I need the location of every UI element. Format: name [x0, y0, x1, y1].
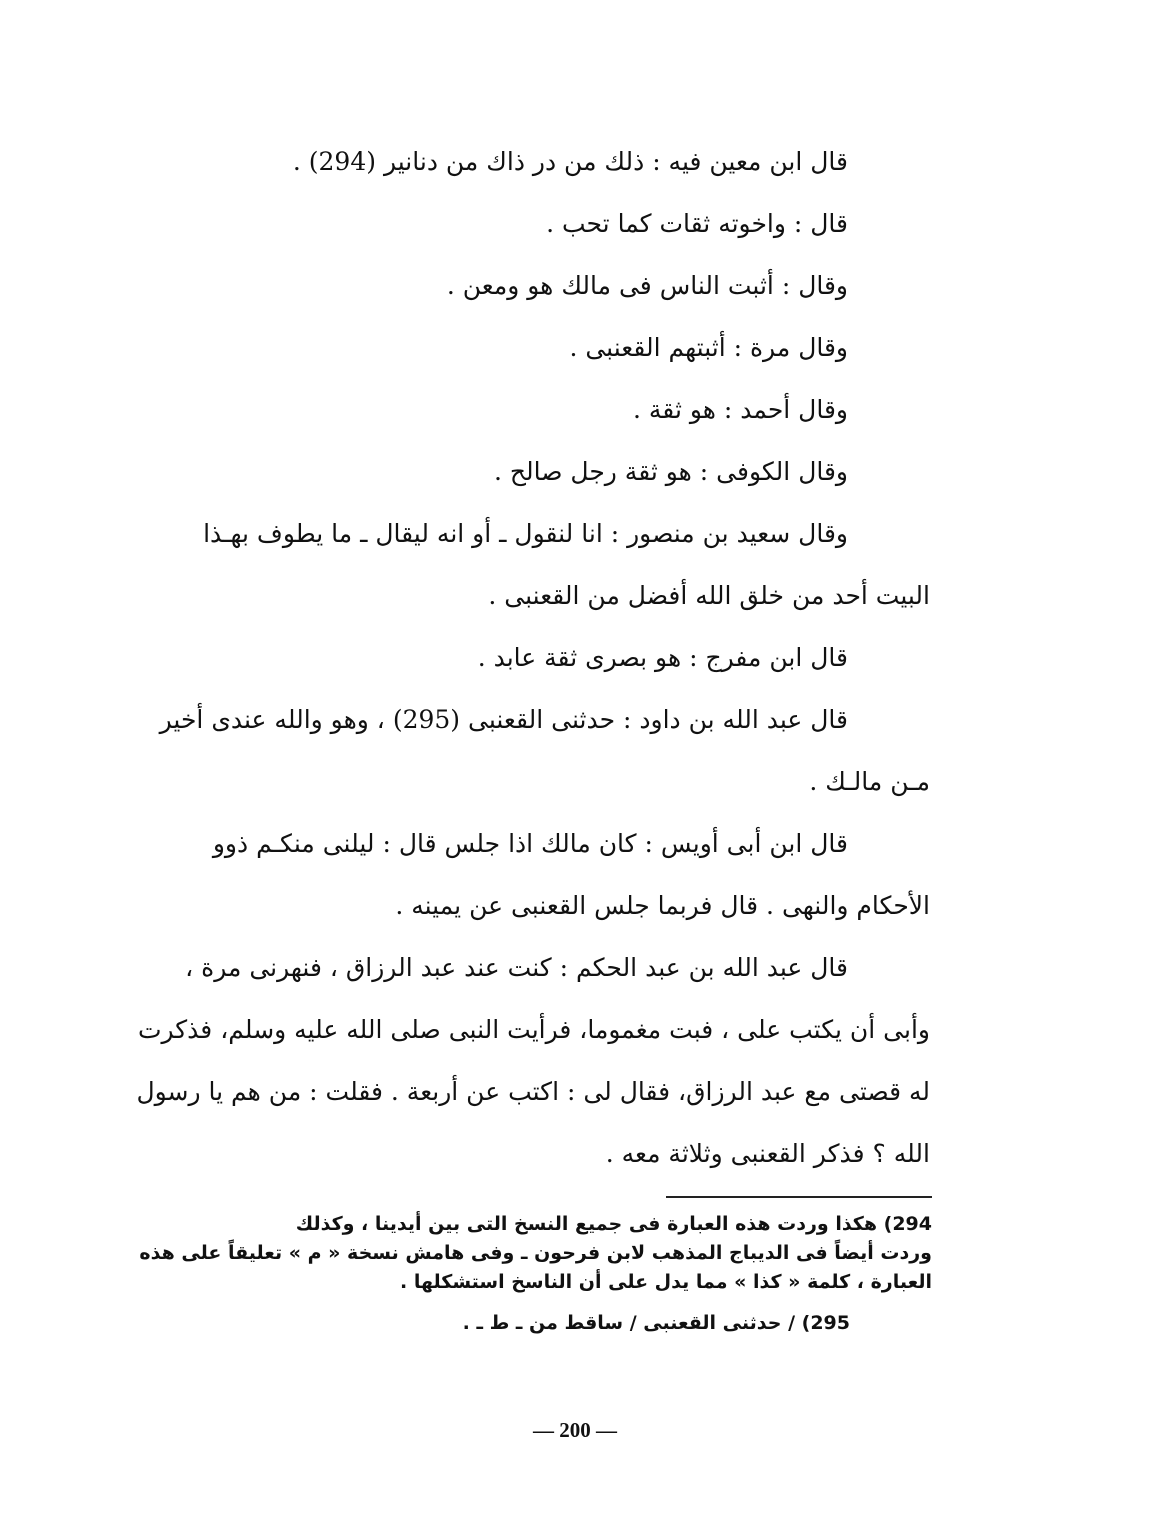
- text-line: وقال أحمد : هو ثقة .: [633, 395, 848, 424]
- footnote-line: العبارة ، كلمة « كذا » مما يدل على أن الناسخ استشكلها .: [400, 1271, 932, 1293]
- text-line: مـن مالـك .: [809, 767, 930, 796]
- main-text: [136, 131, 930, 1185]
- page-number: — 200 —: [533, 1418, 617, 1442]
- footnote-line: 294) هكذا وردت هذه العبارة فى جميع النسخ التى بين أيدينا ، وكذلك: [295, 1213, 932, 1235]
- text-line: وقال الكوفى : هو ثقة رجل صالح .: [493, 457, 848, 486]
- footnote-line: وردت أيضاً فى الديباج المذهب لابن فرحون ـ وفى هامش نسخة « م » تعليقاً على هذه: [139, 1242, 932, 1264]
- text-line: وقال سعيد بن منصور : انا لنقول ـ أو انه ليقال ـ ما يطوف بهـذا: [203, 519, 848, 548]
- text-line: قال عبد الله بن داود : حدثنى القعنبى (295) ، وهو والله عندى أخير: [159, 705, 848, 734]
- text-line: الأحكام والنهى . قال فربما جلس القعنبى عن يمينه .: [395, 891, 930, 920]
- text-line: قال عبد الله بن عبد الحكم : كنت عند عبد الرزاق ، فنهرنى مرة ،: [185, 953, 848, 982]
- text-line: قال ابن معين فيه : ذلك من در ذاك من دنانير (294) .: [292, 147, 848, 176]
- text-line: الله ؟ فذكر القعنبى وثلاثة معه .: [605, 1139, 930, 1168]
- text-line: قال ابن أبى أويس : كان مالك اذا جلس قال : ليلنى منكـم ذوو: [212, 829, 848, 858]
- text-line: وقال مرة : أثبتهم القعنبى .: [569, 333, 848, 362]
- text-line: قال ابن مفرج : هو بصرى ثقة عابد .: [477, 643, 848, 672]
- text-line: قال : واخوته ثقات كما تحب .: [546, 209, 848, 238]
- text-line: له قصتى مع عبد الرزاق، فقال لى : اكتب عن أربعة . فقلت : من هم يا رسول: [136, 1077, 930, 1106]
- text-line: وأبى أن يكتب على ، فبت مغموما، فرأيت النبى صلى الله عليه وسلم، فذكرت: [137, 1015, 930, 1044]
- footnote-divider: [666, 1196, 932, 1198]
- footnote-line: 295) / حدثنى القعنبى / ساقط من ـ ط ـ .: [462, 1312, 850, 1334]
- footnotes: [139, 1210, 932, 1338]
- text-line: البيت أحد من خلق الله أفضل من القعنبى .: [488, 581, 930, 610]
- text-line: وقال : أثبت الناس فى مالك هو ومعن .: [446, 271, 848, 300]
